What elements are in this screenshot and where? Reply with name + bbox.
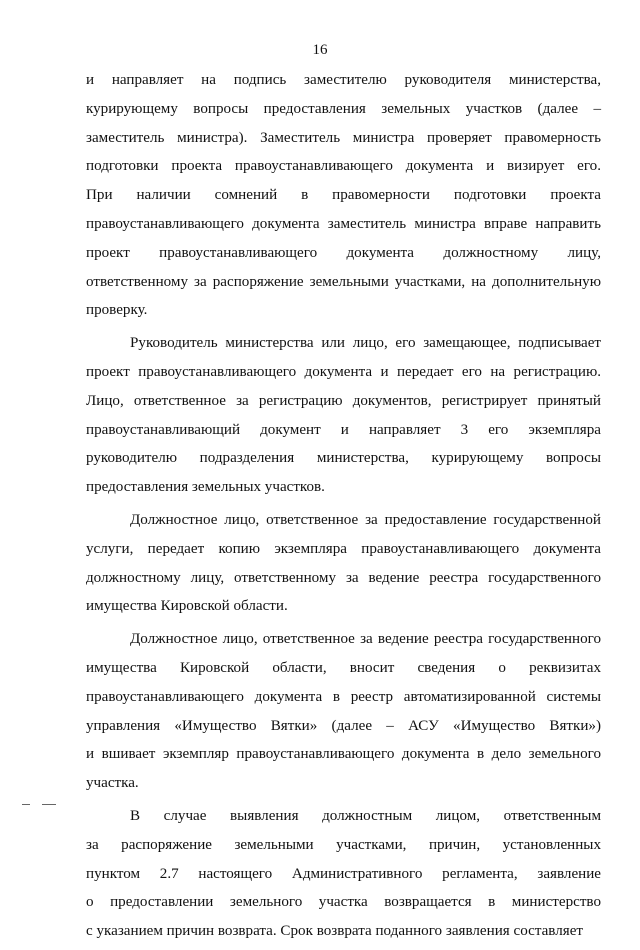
text-line: за распоряжение земельными участками, причин, установленных: [86, 836, 601, 853]
text-line: ответственному за распоряжение земельными участками, на дополнительную: [86, 273, 601, 290]
text-line: имущества Кировской области.: [86, 598, 288, 615]
paragraph: [86, 625, 601, 798]
text-line: услуги, передает копию экземпляра правоустанавливающего документа: [86, 540, 601, 557]
paragraph: [86, 329, 601, 502]
text-line: правоустанавливающий документ и направляет 3 его экземпляра: [86, 421, 601, 438]
text-line: участка.: [86, 775, 139, 792]
text-line: проект правоустанавливающего документа и передает его на регистрацию.: [86, 363, 601, 380]
text-line: При наличии сомнений в правомерности подготовки проекта: [86, 187, 601, 204]
scan-artifact: [42, 804, 56, 805]
text-line: и вшивает экземпляр правоустанавливающего документа в дело земельного: [86, 746, 601, 763]
page-number: 16: [312, 42, 328, 58]
text-line: Руководитель министерства или лицо, его замещающее, подписывает: [130, 335, 601, 352]
paragraph: [86, 802, 601, 946]
text-line: руководителю подразделения министерства, курирующему вопросы: [86, 450, 601, 467]
scan-artifact: [22, 804, 30, 805]
text-line: и направляет на подпись заместителю руководителя министерства,: [86, 72, 601, 88]
text-line: правоустанавливающего документа заместитель министра вправе направить: [86, 215, 601, 232]
text-line: имущества Кировской области, вносит сведения о реквизитах: [86, 659, 601, 676]
text-line: В случае выявления должностным лицом, ответственным: [130, 807, 601, 824]
text-line: правоустанавливающего документа в реестр автоматизированной системы: [86, 688, 601, 705]
text-line: Должностное лицо, ответственное за ведение реестра государственного: [130, 631, 601, 648]
text-line: предоставления земельных участков.: [86, 479, 325, 496]
text-line: курирующему вопросы предоставления земельных участков (далее –: [86, 100, 601, 117]
text-line: о предоставлении земельного участка возвращается в министерство: [86, 894, 601, 911]
text-line: проверку.: [86, 302, 148, 319]
text-line: должностному лицу, ответственному за ведение реестра государственного: [86, 569, 601, 586]
paragraph: [86, 66, 601, 325]
paragraph: [86, 506, 601, 621]
text-line: управления «Имущество Вятки» (далее – АСУ «Имущество Вятки»): [86, 717, 601, 734]
document-body: [86, 66, 601, 950]
text-line: Лицо, ответственное за регистрацию документов, регистрирует принятый: [86, 392, 601, 409]
text-line: проект правоустанавливающего документа должностному лицу,: [86, 244, 601, 261]
text-line: пунктом 2.7 настоящего Административного регламента, заявление: [86, 865, 601, 882]
text-line: заместитель министра). Заместитель министра проверяет правомерность: [86, 129, 601, 146]
text-line: Должностное лицо, ответственное за предоставление государственной: [130, 511, 601, 528]
text-line: подготовки проекта правоустанавливающего документа и визирует его.: [86, 158, 601, 175]
text-line: с указанием причин возврата. Срок возврата поданного заявления составляет: [86, 923, 584, 940]
